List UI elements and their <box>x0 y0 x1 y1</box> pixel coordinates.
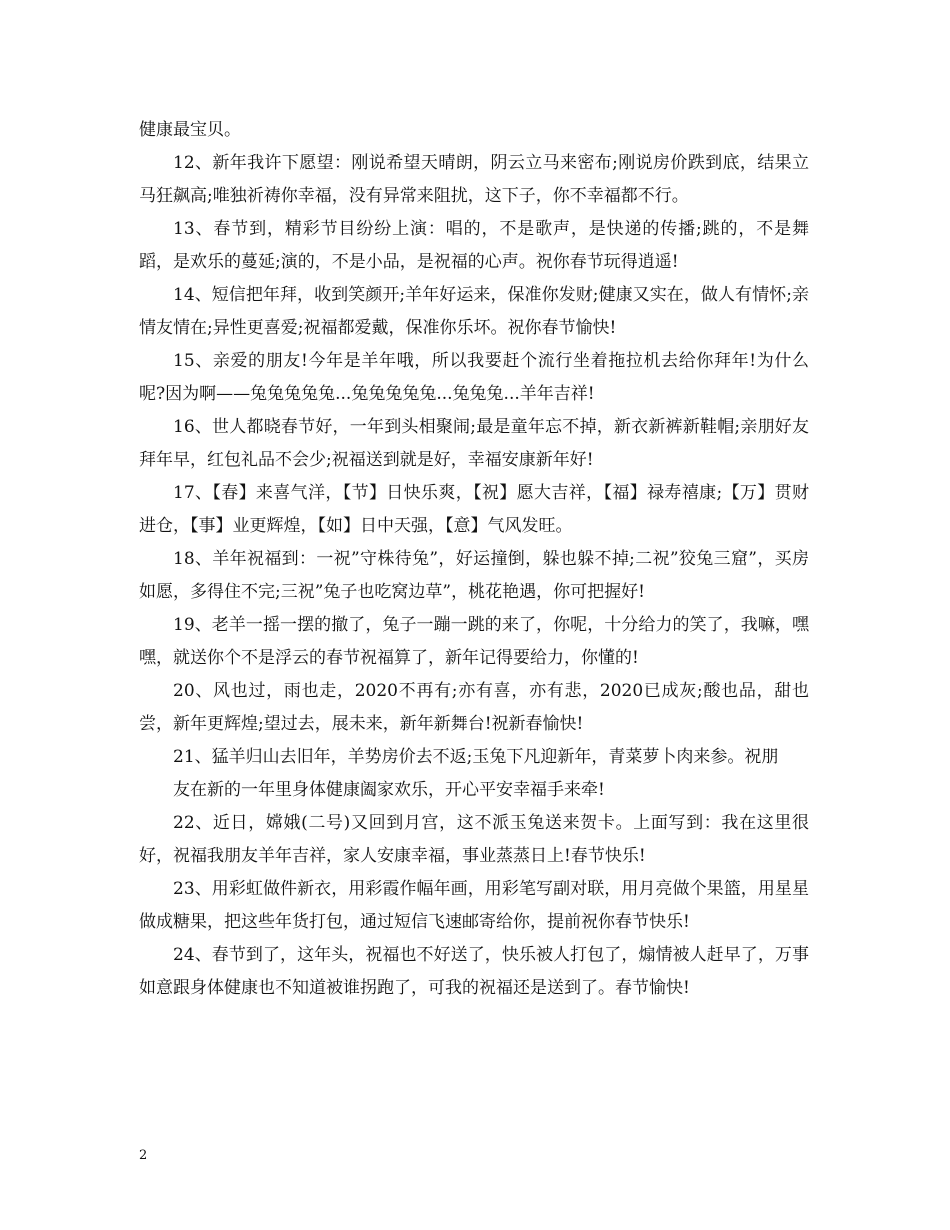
document-body <box>139 114 809 1005</box>
paragraph: 友在新的一年里身体健康阖家欢乐，开心平安幸福手来牵! <box>173 780 605 800</box>
paragraph: 13、春节到，精彩节目纷纷上演：唱的，不是歌声，是快递的传播;跳的，不是舞蹈，是欢乐的蔓延;演的，不是小品，是祝福的心声。祝你春节玩得逍遥! <box>139 219 809 272</box>
paragraph: 23、用彩虹做件新衣，用彩霞作幅年画，用彩笔写副对联，用月亮做个果篮，用星星做成糖果，把这些年货打包，通过短信飞速邮寄给你，提前祝你春节快乐! <box>139 879 809 932</box>
paragraph: 20、风也过，雨也走，2020不再有;亦有喜，亦有悲，2020已成灰;酸也品，甜也尝，新年更辉煌;望过去，展未来，新年新舞台!祝新春愉快! <box>139 681 809 734</box>
page-number: 2 <box>139 1148 148 1163</box>
paragraph: 14、短信把年拜，收到笑颜开;羊年好运来，保准你发财;健康又实在，做人有情怀;亲情友情在;异性更喜爱;祝福都爱戴，保准你乐坏。祝你春节愉快! <box>139 285 809 338</box>
paragraph: 18、羊年祝福到：一祝”守株待兔”，好运撞倒，躲也躲不掉;二祝”狡兔三窟”，买房如愿，多得住不完;三祝”兔子也吃窝边草”，桃花艳遇，你可把握好! <box>139 549 809 602</box>
paragraph: 16、世人都晓春节好，一年到头相聚闹;最是童年忘不掉，新衣新裤新鞋帽;亲朋好友拜年早，红包礼品不会少;祝福送到就是好，幸福安康新年好! <box>139 417 809 470</box>
paragraph: 19、老羊一摇一摆的撤了，兔子一蹦一跳的来了，你呢，十分给力的笑了，我嘛，嘿嘿，就送你个不是浮云的春节祝福算了，新年记得要给力，你懂的! <box>139 615 809 668</box>
paragraph: 健康最宝贝。 <box>139 120 241 140</box>
paragraph: 22、近日，嫦娥(二号)又回到月宫，这不派玉兔送来贺卡。上面写到：我在这里很好，祝福我朋友羊年吉祥，家人安康幸福，事业蒸蒸日上!春节快乐! <box>139 813 809 866</box>
paragraph: 21、猛羊归山去旧年，羊势房价去不返;玉兔下凡迎新年，青菜萝卜肉来参。祝朋 <box>173 747 779 767</box>
paragraph: 12、新年我许下愿望：刚说希望天晴朗，阴云立马来密布;刚说房价跌到底，结果立马狂飙高;唯独祈祷你幸福，没有异常来阻扰，这下子，你不幸福都不行。 <box>139 153 809 206</box>
paragraph: 24、春节到了，这年头，祝福也不好送了，快乐被人打包了，煽情被人赶早了，万事如意跟身体健康也不知道被谁拐跑了，可我的祝福还是送到了。春节愉快! <box>139 945 809 998</box>
paragraph: 15、亲爱的朋友!今年是羊年哦，所以我要赶个流行坐着拖拉机去给你拜年!为什么呢?因为啊——兔兔兔兔兔...兔兔兔兔兔...兔兔兔...羊年吉祥! <box>139 351 809 404</box>
paragraph: 17、【春】来喜气洋，【节】日快乐爽，【祝】愿大吉祥，【福】禄寿禧康;【万】贯财进仓，【事】业更辉煌，【如】日中天强，【意】气风发旺。 <box>139 483 809 536</box>
